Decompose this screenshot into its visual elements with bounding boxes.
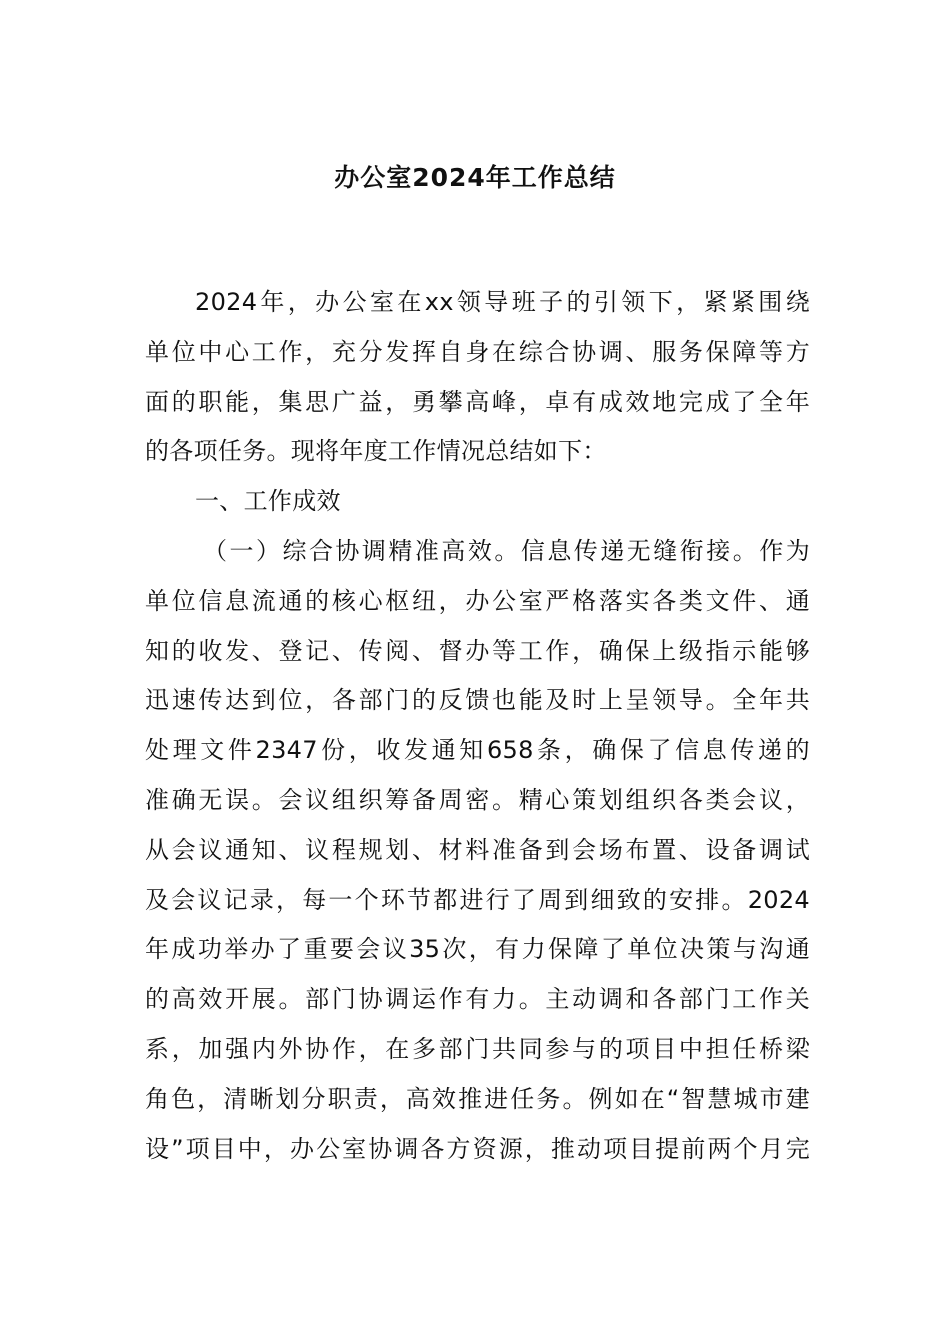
paragraph-line: 系，加强内外协作，在多部门共同参与的项目中担任桥梁	[145, 1034, 810, 1063]
paragraph-line: 的高效开展。部门协调运作有力。主动调和各部门工作关	[145, 985, 810, 1014]
document-body	[145, 278, 810, 1174]
paragraph-line: 年成功举办了重要会议35次，有力保障了单位决策与沟通	[145, 935, 810, 964]
paragraph-line: 从会议通知、议程规划、材料准备到会场布置、设备调试	[145, 835, 810, 864]
document-title: 办公室2024年工作总结	[334, 163, 616, 192]
paragraph-line: 设”项目中，办公室协调各方资源，推动项目提前两个月完	[145, 1134, 810, 1163]
paragraph-line: 单位中心工作，充分发挥自身在综合协调、服务保障等方	[145, 337, 810, 366]
paragraph-line: 迅速传达到位，各部门的反馈也能及时上呈领导。全年共	[145, 686, 810, 715]
paragraph-line: 知的收发、登记、传阅、督办等工作，确保上级指示能够	[145, 636, 810, 665]
paragraph-line: 处理文件2347份，收发通知658条，确保了信息传递的	[145, 736, 810, 765]
paragraph-line: 角色，清晰划分职责，高效推进任务。例如在“智慧城市建	[145, 1084, 810, 1113]
paragraph-line: 及会议记录，每一个环节都进行了周到细致的安排。2024	[145, 885, 810, 914]
paragraph-line: 准确无误。会议组织筹备周密。精心策划组织各类会议，	[145, 785, 810, 814]
paragraph-line: 面的职能，集思广益，勇攀高峰，卓有成效地完成了全年	[145, 387, 810, 416]
paragraph-line: 2024年，办公室在xx领导班子的引领下，紧紧围绕	[195, 288, 810, 316]
paragraph-line: 的各项任务。现将年度工作情况总结如下：	[145, 437, 607, 466]
paragraph-line: （一）综合协调精准高效。信息传递无缝衔接。作为	[203, 536, 810, 565]
paragraph-line: 单位信息流通的核心枢纽，办公室严格落实各类文件、通	[145, 586, 810, 615]
section-heading: 一、工作成效	[195, 487, 341, 516]
